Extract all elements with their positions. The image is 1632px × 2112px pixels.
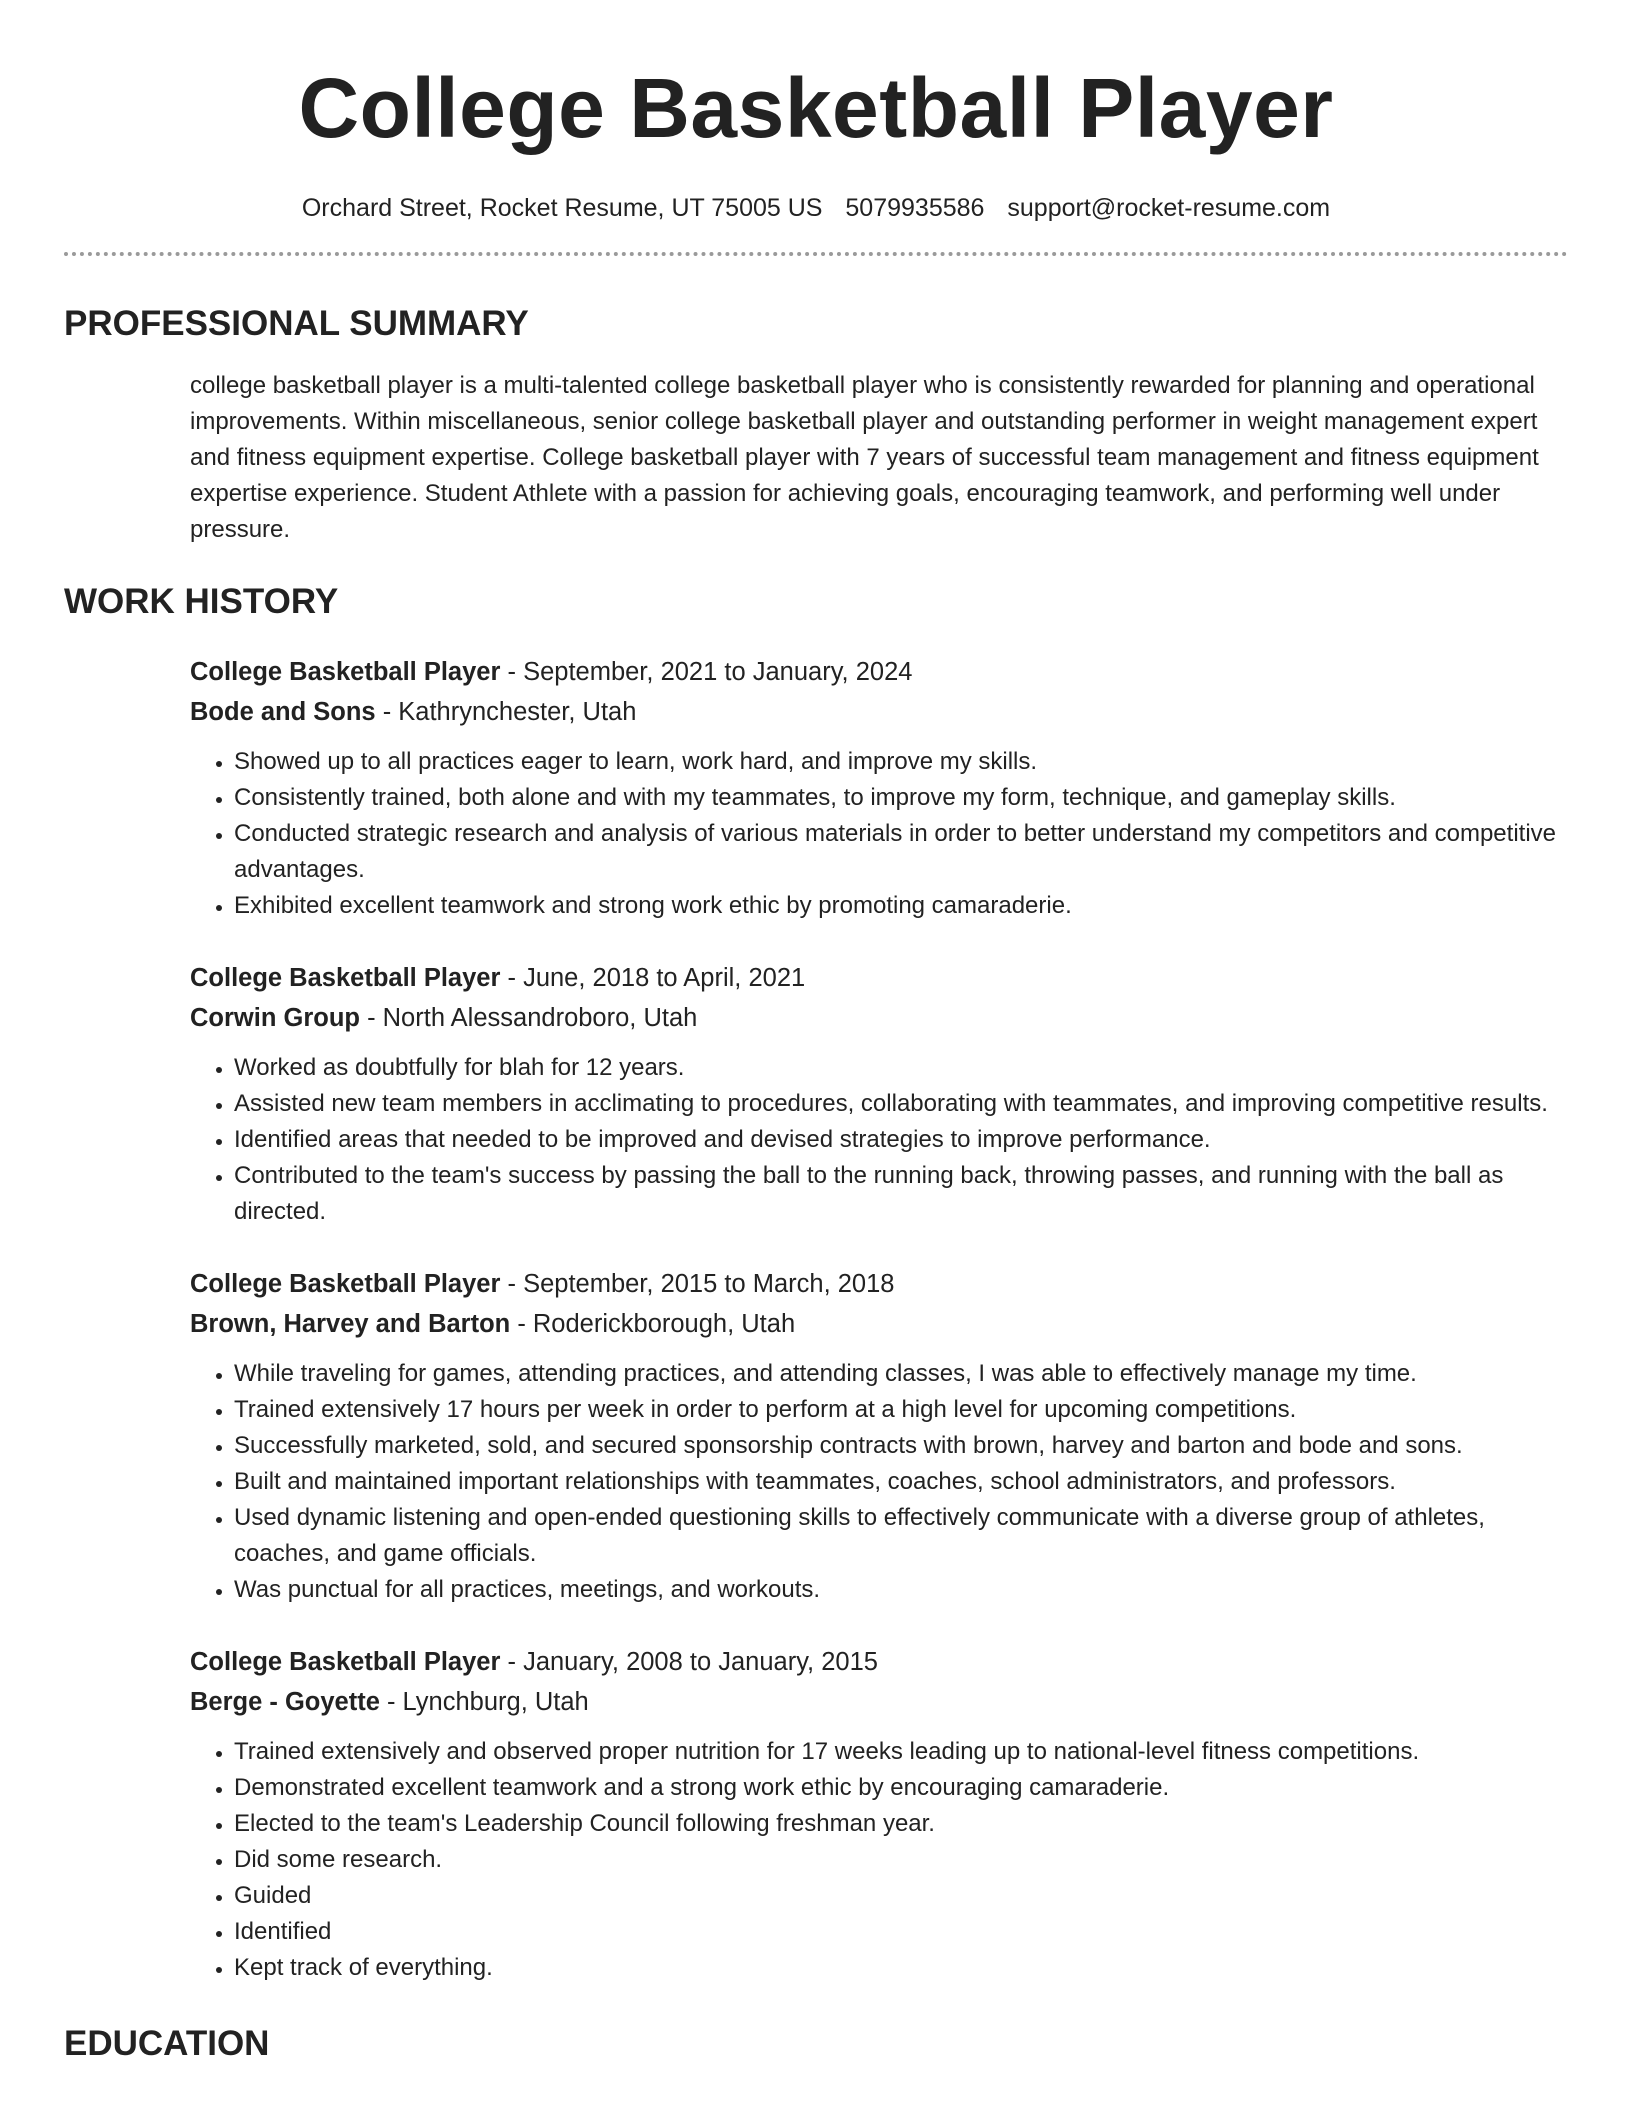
job-company: Bode and Sons	[190, 698, 376, 726]
section-title-summary: PROFESSIONAL SUMMARY	[64, 304, 529, 343]
job-location: - Kathrynchester, Utah	[375, 698, 637, 726]
job-location: - Roderickborough, Utah	[510, 1310, 796, 1338]
job-bullet: • Elected to the team's Leadership Council following freshman year.	[234, 1806, 1568, 1842]
job-bullet: • Did some research.	[234, 1842, 1568, 1878]
job-entry	[190, 1642, 1568, 1986]
job-role: College Basketball Player	[190, 658, 501, 686]
resume-name: College Basketball Player	[298, 61, 1334, 155]
job-bullet: • Showed up to all practices eager to learn, work hard, and improve my skills.	[234, 744, 1568, 780]
header-divider	[64, 252, 1568, 256]
job-entry	[190, 958, 1568, 1230]
contact-line	[64, 190, 1568, 226]
job-role: College Basketball Player	[190, 1270, 501, 1298]
section-title-education: EDUCATION	[64, 2024, 270, 2063]
job-entry	[190, 1264, 1568, 1608]
job-bullets	[190, 1356, 1568, 1608]
job-bullet: • Kept track of everything.	[234, 1950, 1568, 1986]
job-bullet: • Successfully marketed, sold, and secured sponsorship contracts with brown, harvey and barton and bode and sons.	[234, 1428, 1568, 1464]
job-bullets	[190, 1734, 1568, 1986]
job-bullet: • Trained extensively 17 hours per week in order to perform at a high level for upcoming competitions.	[234, 1392, 1568, 1428]
job-bullet: • Consistently trained, both alone and with my teammates, to improve my form, technique, and gameplay skills.	[234, 780, 1568, 816]
contact-address: Orchard Street, Rocket Resume, UT 75005 US	[301, 194, 823, 222]
job-dates: - September, 2015 to March, 2018	[500, 1270, 895, 1298]
job-bullets	[190, 1050, 1568, 1230]
job-bullet: • Guided	[234, 1878, 1568, 1914]
job-role-line	[190, 652, 1568, 692]
job-role-line	[190, 1264, 1568, 1304]
job-bullet: • Was punctual for all practices, meetings, and workouts.	[234, 1572, 1568, 1608]
job-bullets	[190, 744, 1568, 924]
job-company-line	[190, 692, 1568, 732]
job-bullet: • Identified	[234, 1914, 1568, 1950]
job-bullet: • While traveling for games, attending practices, and attending classes, I was able to effectively manage my time.	[234, 1356, 1568, 1392]
job-company: Brown, Harvey and Barton	[190, 1310, 511, 1338]
job-bullet: • Identified areas that needed to be improved and devised strategies to improve performance.	[234, 1122, 1568, 1158]
job-entry	[190, 652, 1568, 924]
job-dates: - June, 2018 to April, 2021	[500, 964, 806, 992]
job-company: Corwin Group	[190, 1004, 360, 1032]
job-company-line	[190, 1304, 1568, 1344]
job-company-line	[190, 1682, 1568, 1722]
job-role: College Basketball Player	[190, 964, 501, 992]
job-location: - Lynchburg, Utah	[379, 1688, 589, 1716]
contact-email: support@rocket-resume.com	[1007, 194, 1331, 222]
job-bullet: • Demonstrated excellent teamwork and a strong work ethic by encouraging camaraderie.	[234, 1770, 1568, 1806]
job-bullet: • Built and maintained important relationships with teammates, coaches, school administrators, and professors.	[234, 1464, 1568, 1500]
job-bullet: • Contributed to the team's success by passing the ball to the running back, throwing passes, and running with the ball as directed.	[234, 1158, 1568, 1230]
job-bullet: • Worked as doubtfully for blah for 12 years.	[234, 1050, 1568, 1086]
contact-phone: 5079935586	[845, 194, 985, 222]
job-bullet: • Trained extensively and observed proper nutrition for 17 weeks leading up to national-level fitness competitions.	[234, 1734, 1568, 1770]
job-bullet: • Used dynamic listening and open-ended questioning skills to effectively communicate with a diverse group of athletes, coaches, and game officials.	[234, 1500, 1568, 1572]
job-role-line	[190, 958, 1568, 998]
job-location: - North Alessandroboro, Utah	[359, 1004, 698, 1032]
summary-text: college basketball player is a multi-talented college basketball player who is consistently rewarded for planning and operational improvements. Within miscellaneous, senior college basketball player and outstanding performer in weight management expert and fitness equipment expertise. College basketball player with 7 years of successful team management and fitness equipment expertise experience. Student Athlete with a passion for achieving goals, encouraging teamwork, and performing well under pressure.	[190, 372, 1539, 543]
job-role: College Basketball Player	[190, 1648, 501, 1676]
job-dates: - September, 2021 to January, 2024	[500, 658, 913, 686]
job-role-line	[190, 1642, 1568, 1682]
job-company: Berge - Goyette	[190, 1688, 380, 1716]
job-bullet: • Exhibited excellent teamwork and strong work ethic by promoting camaraderie.	[234, 888, 1568, 924]
job-company-line	[190, 998, 1568, 1038]
section-title-work-history: WORK HISTORY	[64, 582, 339, 621]
job-bullet: • Assisted new team members in acclimating to procedures, collaborating with teammates, and improving competitive results.	[234, 1086, 1568, 1122]
job-dates: - January, 2008 to January, 2015	[500, 1648, 878, 1676]
job-bullet: • Conducted strategic research and analysis of various materials in order to better understand my competitors and competitive advantages.	[234, 816, 1568, 888]
